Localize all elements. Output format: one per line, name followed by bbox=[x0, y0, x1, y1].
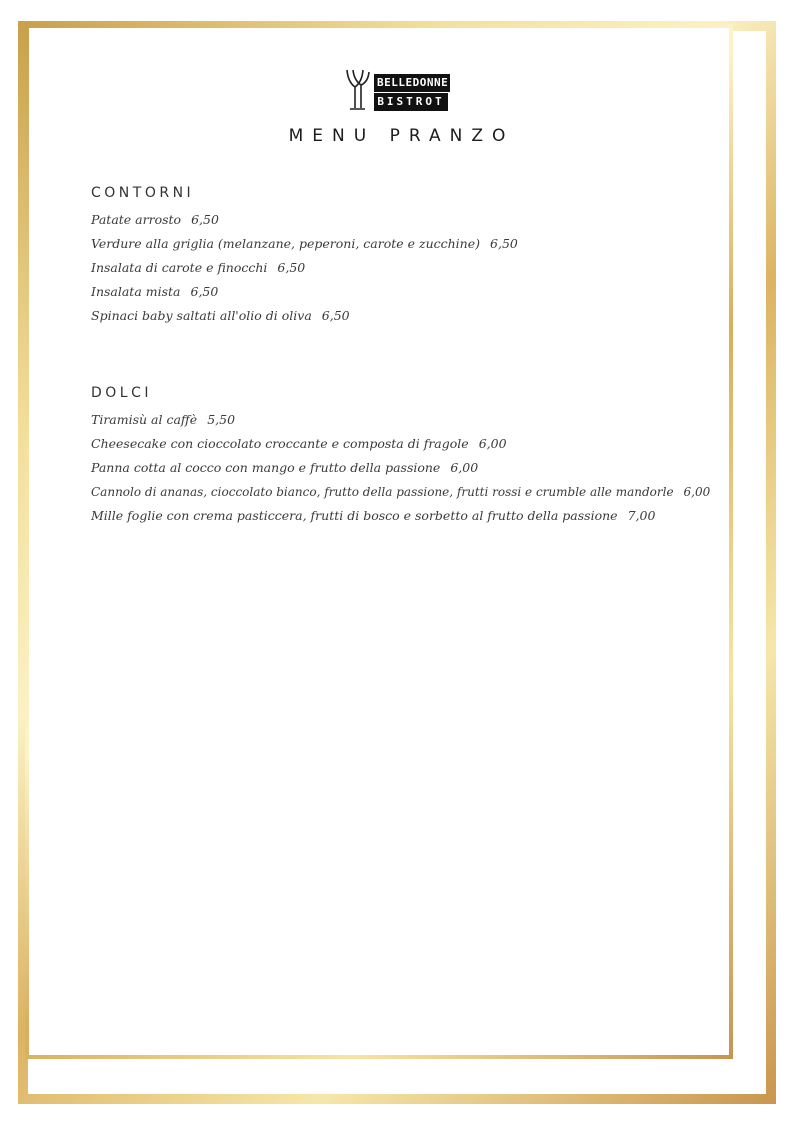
wine-glasses-icon bbox=[344, 68, 372, 112]
section-heading: DOLCI bbox=[91, 385, 153, 401]
menu-item bbox=[91, 208, 518, 232]
menu-item bbox=[91, 504, 710, 528]
menu-item bbox=[91, 432, 710, 456]
item-price: 6,50 bbox=[191, 212, 219, 227]
item-name: Panna cotta al cocco con mango e frutto della passione bbox=[91, 460, 441, 475]
menu-item-list bbox=[91, 408, 710, 528]
item-name: Tiramisù al caffè bbox=[91, 412, 198, 427]
item-price: 6,50 bbox=[321, 308, 350, 323]
item-name: Spinaci baby saltati all'olio di oliva bbox=[91, 308, 312, 323]
item-name: Cannolo di ananas, cioccolato bianco, frutto della passione, frutti rossi e crumble alle mandorle bbox=[91, 485, 674, 499]
menu-item-list bbox=[91, 208, 518, 328]
menu-item bbox=[91, 280, 518, 304]
item-name: Patate arrosto bbox=[91, 212, 182, 227]
item-name: Cheesecake con cioccolato croccante e composta di fragole bbox=[91, 436, 469, 451]
item-name: Verdure alla griglia (melanzane, peperoni, carote e zucchine) bbox=[91, 236, 481, 251]
item-name: Mille foglie con crema pasticcera, frutti di bosco e sorbetto al frutto della passione bbox=[91, 508, 618, 523]
inner-gold-border bbox=[25, 24, 733, 1059]
menu-item bbox=[91, 232, 518, 256]
item-price: 6,00 bbox=[450, 460, 479, 475]
section-contorni bbox=[91, 184, 518, 328]
item-price: 6,00 bbox=[478, 436, 507, 451]
item-name: Insalata di carote e finocchi bbox=[91, 260, 268, 275]
item-price: 7,00 bbox=[627, 508, 656, 523]
item-price: 6,50 bbox=[277, 260, 306, 275]
item-price: 5,50 bbox=[207, 412, 236, 427]
section-heading: CONTORNI bbox=[91, 185, 195, 201]
logo-text-line2: BISTROT bbox=[374, 93, 448, 111]
menu-item bbox=[91, 256, 518, 280]
menu-item bbox=[91, 456, 710, 480]
item-price: 6,00 bbox=[683, 485, 711, 499]
page-area bbox=[29, 28, 729, 1055]
item-name: Insalata mista bbox=[91, 284, 181, 299]
item-price: 6,50 bbox=[490, 236, 518, 251]
menu-item bbox=[91, 480, 710, 504]
menu-item bbox=[91, 304, 518, 328]
logo-text-line1: BELLEDONNE bbox=[374, 74, 450, 92]
brand-logo bbox=[344, 68, 452, 112]
section-dolci bbox=[91, 384, 710, 528]
page-title: MENU PRANZO bbox=[288, 126, 515, 146]
menu-item bbox=[91, 408, 710, 432]
item-price: 6,50 bbox=[190, 284, 219, 299]
